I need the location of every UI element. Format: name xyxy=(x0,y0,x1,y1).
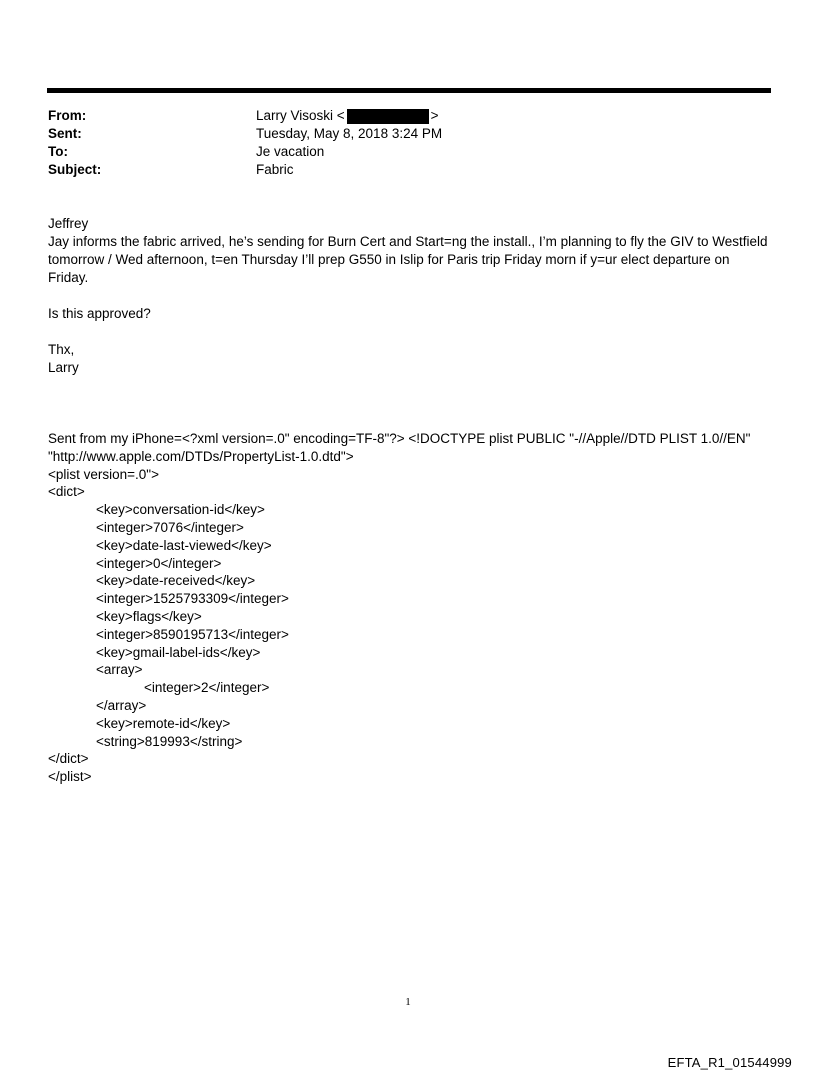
redaction-box xyxy=(347,109,429,124)
plist-line: <key>gmail-label-ids</key> xyxy=(96,644,261,660)
plist-line: <key>conversation-id</key> xyxy=(96,502,265,518)
email-header xyxy=(48,107,442,179)
plist-line: </dict> xyxy=(48,751,89,767)
plist-line: <integer>1525793309</integer> xyxy=(96,591,289,607)
greeting: Jeffrey xyxy=(48,216,89,231)
plist-line: <array> xyxy=(96,662,143,678)
plist-line: </plist> xyxy=(48,769,92,785)
spacer xyxy=(48,287,773,305)
to-label: To: xyxy=(48,144,68,159)
from-close-bracket: > xyxy=(430,108,439,123)
subject-row xyxy=(48,161,442,179)
plist-line: </array> xyxy=(96,697,147,713)
page-number: 1 xyxy=(405,996,411,1008)
plist-line: <string>819993</string> xyxy=(96,733,243,749)
plist-line: <key>date-last-viewed</key> xyxy=(96,537,272,553)
plist-line: Sent from my iPhone=<?xml version=.0" encoding=TF-8"?> <!DOCTYPE plist PUBLIC "-//Apple//DTD PLIST 1.0//EN" xyxy=(48,431,751,446)
from-label: From: xyxy=(48,108,87,123)
approval-question: Is this approved? xyxy=(48,306,151,321)
from-value xyxy=(256,107,439,125)
email-body xyxy=(48,215,773,377)
signoff: Thx, xyxy=(48,342,75,357)
sent-row xyxy=(48,125,442,143)
from-name: Larry Visoski < xyxy=(256,108,345,123)
signature: Larry xyxy=(48,360,79,375)
plist-line: <integer>7076</integer> xyxy=(96,519,244,535)
plist-line: <key>flags</key> xyxy=(96,608,202,624)
subject-label: Subject: xyxy=(48,162,102,177)
plist-line: <key>remote-id</key> xyxy=(96,715,231,731)
plist-line: <plist version=.0"> xyxy=(48,466,159,482)
spacer xyxy=(48,323,773,341)
plist-line: "http://www.apple.com/DTDs/PropertyList-1.0.dtd"> xyxy=(48,448,354,464)
header-divider xyxy=(47,88,771,93)
subject-value: Fabric xyxy=(256,162,294,177)
plist-block xyxy=(48,430,788,786)
plist-line: <integer>8590195713</integer> xyxy=(96,626,289,642)
sent-label: Sent: xyxy=(48,126,82,141)
plist-line: <dict> xyxy=(48,484,85,500)
plist-line: <integer>0</integer> xyxy=(96,555,222,571)
plist-line: <integer>2</integer> xyxy=(144,680,270,696)
to-row xyxy=(48,143,442,161)
plist-line: <key>date-received</key> xyxy=(96,573,256,589)
sent-value: Tuesday, May 8, 2018 3:24 PM xyxy=(256,126,443,141)
to-value: Je vacation xyxy=(256,144,325,159)
from-row xyxy=(48,107,442,125)
body-paragraph: Jay informs the fabric arrived, he’s sending for Burn Cert and Start=ng the install., I’m planning to fly the GIV to Westfield tomorrow / Wed afternoon, t=en Thursday I’ll prep G550 in Islip for Paris trip Friday morn if y=ur elect departure on Friday. xyxy=(48,234,768,285)
document-id: EFTA_R1_01544999 xyxy=(667,1055,792,1070)
